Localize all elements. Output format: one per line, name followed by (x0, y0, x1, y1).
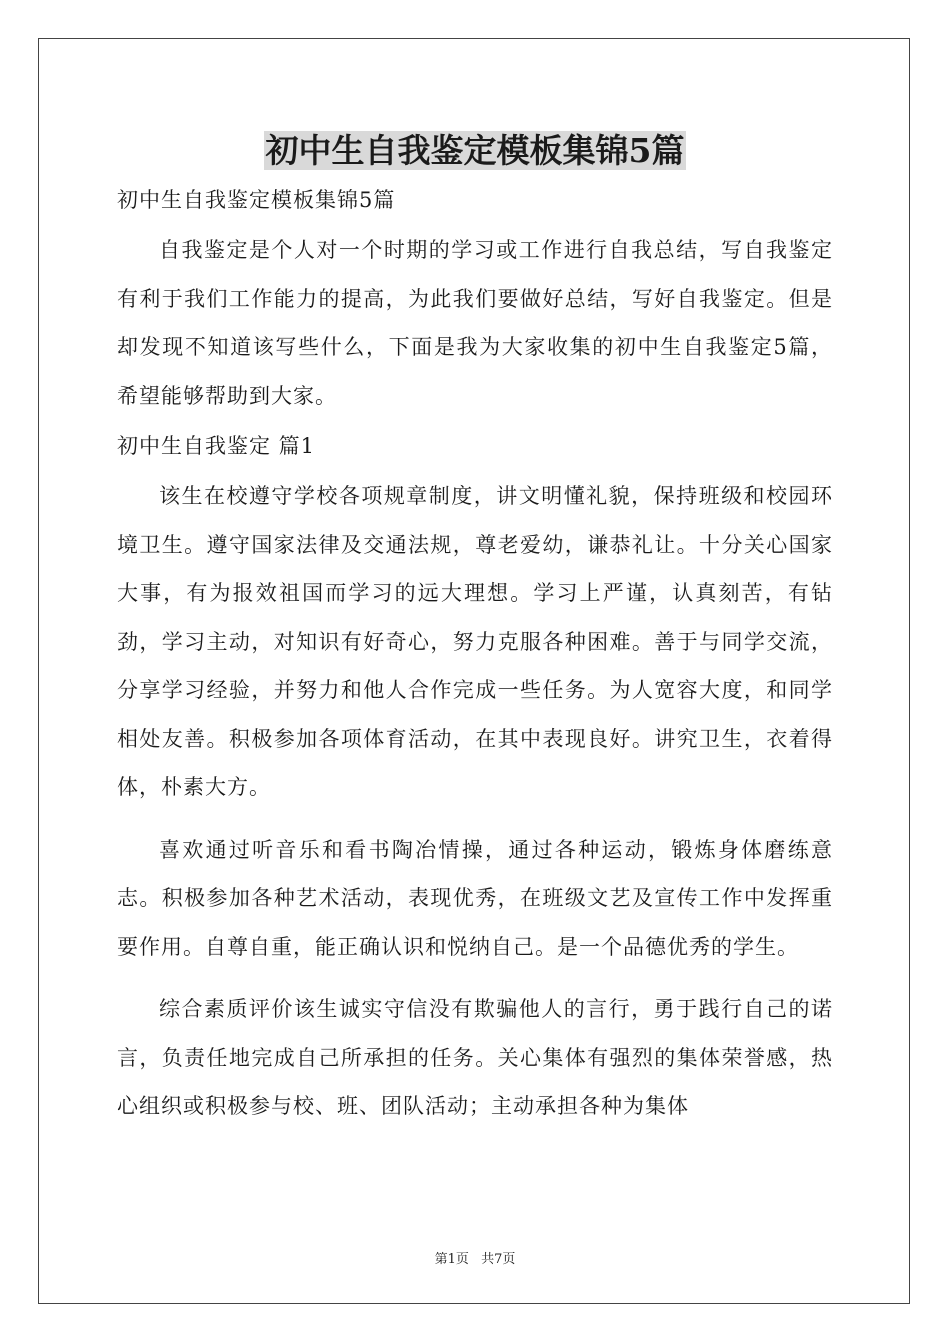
intro-paragraph: 自我鉴定是个人对一个时期的学习或工作进行自我总结，写自我鉴定有利于我们工作能力的提高，为此我们要做好总结，写好自我鉴定。但是却发现不知道该写些什么，下面是我为大家收集的初中生自我鉴定5篇，希望能够帮助到大家。 (117, 238, 833, 408)
document-title (0, 128, 950, 174)
document-title-text: 初中生自我鉴定模板集锦5篇 (265, 131, 685, 170)
body-paragraph: 综合素质评价该生诚实守信没有欺骗他人的言行，勇于践行自己的诺言，负责任地完成自己所承担的任务。关心集体有强烈的集体荣誉感，热心组织或积极参与校、班、团队活动；主动承担各种为集体 (117, 997, 833, 1118)
body-paragraph: 该生在校遵守学校各项规章制度，讲文明懂礼貌，保持班级和校园环境卫生。遵守国家法律及交通法规，尊老爱幼，谦恭礼让。十分关心国家大事，有为报效祖国而学习的远大理想。学习上严谨，认真刻苦，有钻劲，学习主动，对知识有好奇心，努力克服各种困难。善于与同学交流，分享学习经验，并努力和他人合作完成一些任务。为人宽容大度，和同学相处友善。积极参加各项体育活动，在其中表现良好。讲究卫生，衣着得体，朴素大方。 (117, 484, 833, 799)
body-paragraph: 喜欢通过听音乐和看书陶冶情操，通过各种运动，锻炼身体磨练意志。积极参加各种艺术活动，表现优秀，在班级文艺及宣传工作中发挥重要作用。自尊自重，能正确认识和悦纳自己。是一个品德优秀的学生。 (117, 837, 833, 959)
page-total: 共7页 (481, 1252, 516, 1267)
section-heading: 初中生自我鉴定 篇1 (117, 434, 316, 458)
page-footer (0, 1248, 950, 1267)
document-subtitle: 初中生自我鉴定模板集锦5篇 (117, 188, 396, 212)
document-body (117, 182, 833, 1131)
page-number: 第1页 (434, 1252, 469, 1267)
